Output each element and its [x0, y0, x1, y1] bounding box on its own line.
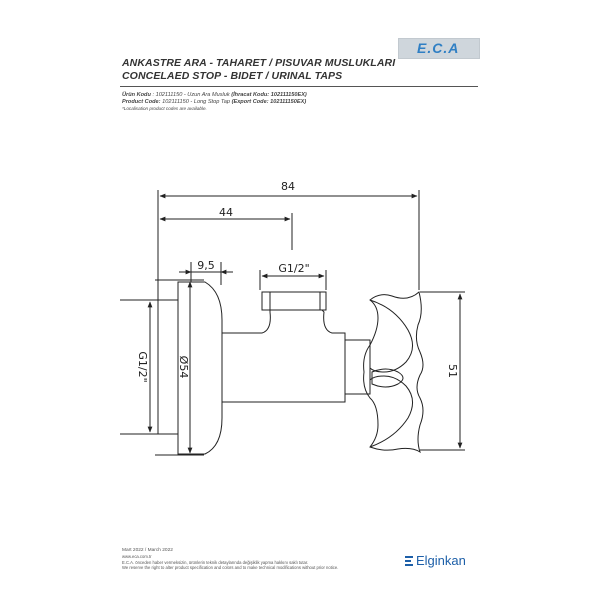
dimension-label-center: 44	[219, 206, 233, 219]
product-code-en-label: Product Code:	[122, 99, 161, 105]
inlet-thread	[262, 292, 326, 310]
dimension-label-height: 51	[446, 364, 459, 378]
handle-contour-upper	[370, 300, 413, 372]
footer-note-tr: E.C.A. önceden haber vermeksizin, ürünlerin teknik detaylarında değişiklik yapma hakkını saklı tutar.	[122, 560, 309, 565]
product-code-tr-label: Ürün Kodu	[122, 92, 151, 98]
valve-body	[222, 310, 345, 402]
dimension-label-flange: 9,5	[197, 259, 215, 272]
elginkan-logo	[405, 553, 466, 568]
product-code-tr-value: : 102111150 - Uzun Ara Musluk	[152, 92, 230, 98]
footer-date: Mart 2022 / March 2022	[122, 548, 173, 553]
elginkan-mark-icon	[405, 555, 414, 566]
export-code-en: (Export Code: 102111150EX)	[231, 99, 307, 105]
eca-logo-text: E.C.A	[417, 40, 460, 56]
dimension-label-inlet-thread: G1/2"	[278, 262, 310, 275]
export-code-tr: (İhracat Kodu: 102111150EX)	[231, 92, 307, 98]
elginkan-logo-text: Elginkan	[416, 553, 466, 568]
dimension-label-overall: 84	[281, 180, 295, 193]
product-code-en-value: 102111150 - Long Stop Tap	[162, 99, 231, 105]
page-title-en: CONCELAED STOP - BIDET / URINAL TAPS	[122, 70, 343, 82]
dimension-label-diameter: Ø54	[177, 355, 190, 379]
footer-website[interactable]: www.eca.com.tr	[122, 554, 152, 559]
localisation-note: *Localisation product codes are available.	[122, 106, 207, 111]
dimension-label-side-thread: G1/2"	[136, 351, 149, 383]
page-title-tr: ANKASTRE ARA - TAHARET / PISUVAR MUSLUKLARI	[122, 57, 396, 69]
side-thread-stub	[158, 300, 178, 434]
valve-stem	[345, 340, 370, 394]
footer-note-en: We reserve the right to alter product specification and colors and to make technical modifications without prior notice.	[122, 565, 339, 570]
